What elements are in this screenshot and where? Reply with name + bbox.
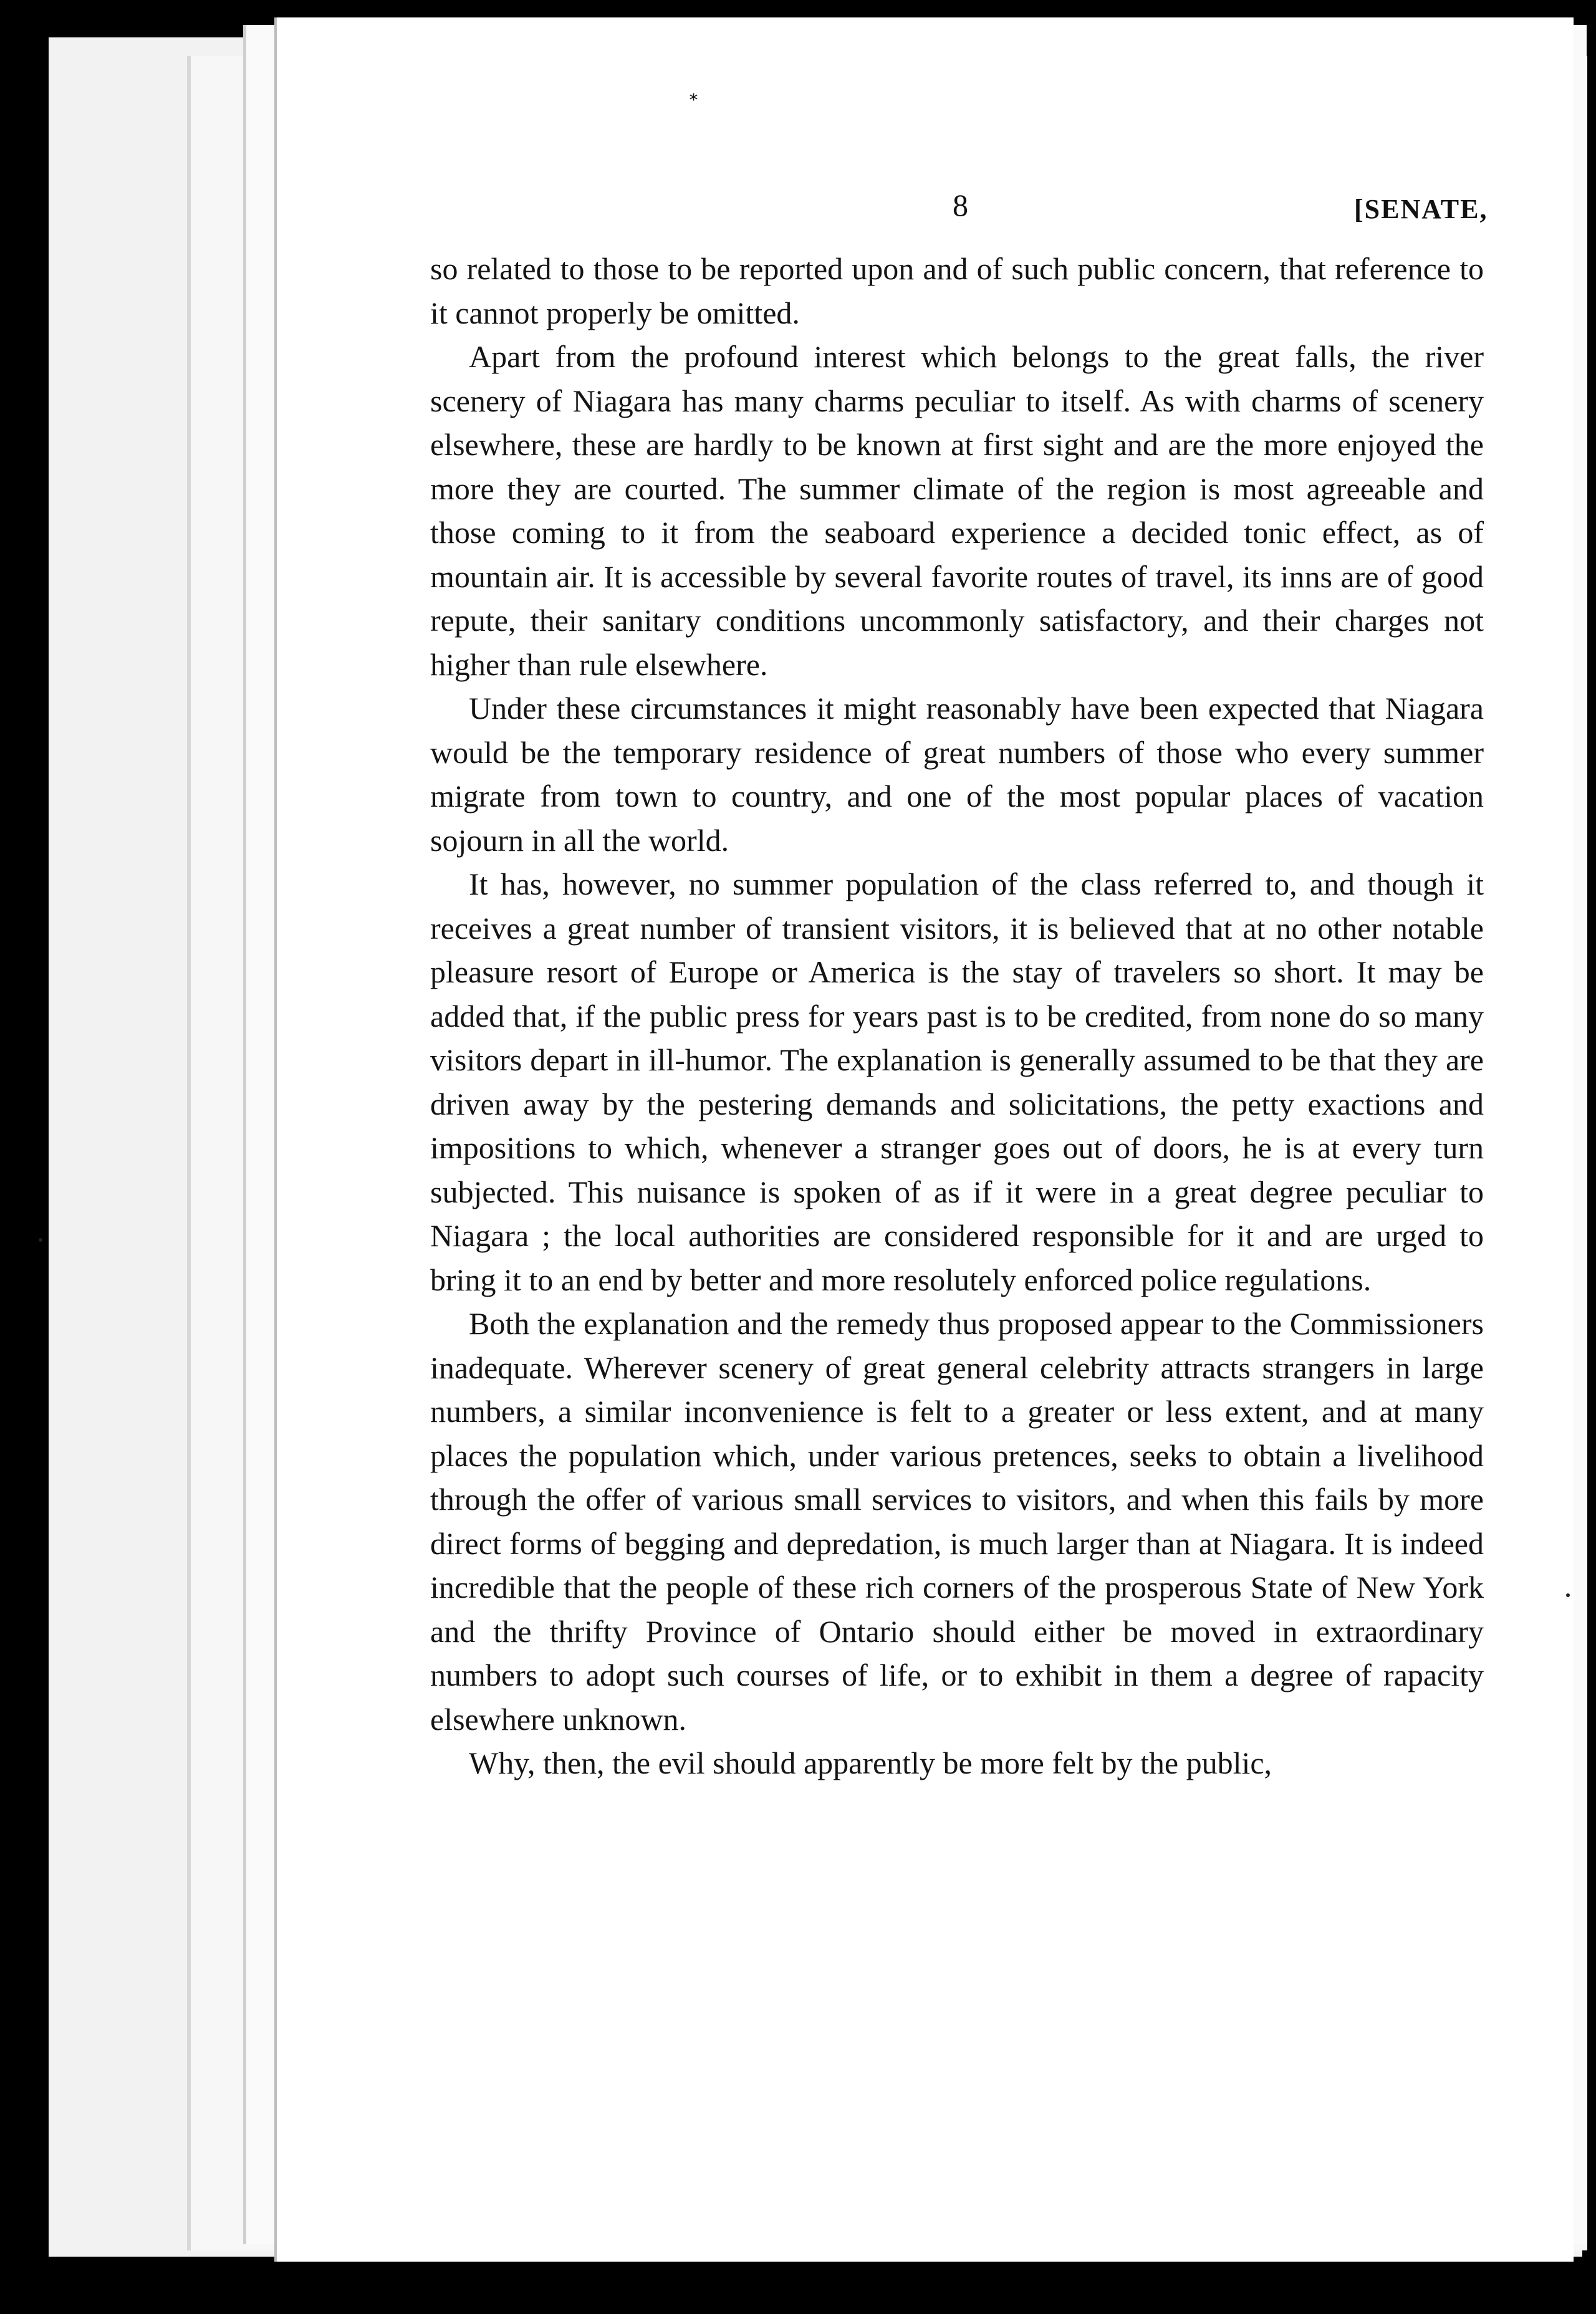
scan-speck	[39, 1238, 42, 1242]
page-number: 8	[953, 188, 968, 223]
paragraph: Apart from the profound interest which belongs to the great falls, the river scenery of Niagara has many charms peculiar to itself. As with charms of scenery elsewhere, these are hardly to be known at first sight and are the more enjoyed the more they are courted. The summer climate of the region is most agreeable and those coming to it from the seaboard experience a decided tonic effect, as of mountain air. It is accessible by several favorite routes of travel, its inns are of good repute, their sanitary conditions uncommonly satisfactory, and their charges not higher than rule elsewhere.	[430, 339, 1484, 682]
scan-speck	[1566, 1593, 1570, 1597]
paragraph: Why, then, the evil should apparently be more felt by the public,	[469, 1745, 1272, 1780]
ornament-mark: *	[690, 91, 698, 110]
paragraph: Both the explanation and the remedy thus proposed appear to the Commissioners inadequate. Wherever scenery of great general celebrity attracts strangers in large numbers, a similar inconvenience is felt to a greater or less extent, and at many places the population which, under various pretences, seeks to obtain a livelihood through the offer of various small services to visitors, and when this fails by more direct forms of begging and depredation, is much larger than at Niagara. It is indeed incredible that the people of these rich corners of the prosperous State of New York and the thrifty Province of Ontario should either be moved in extraordinary numbers to adopt such courses of life, or to exhibit in them a degree of rapacity elsewhere unknown.	[430, 1306, 1484, 1737]
body-text	[430, 247, 1484, 1785]
paragraph: It has, however, no summer population of the class referred to, and though it receives a great number of transient visitors, it is believed that at no other notable pleasure resort of Europe or America is the stay of travelers so short. It may be added that, if the public press for years past is to be credited, from none do so many visitors depart in ill-humor. The explanation is generally assumed to be that they are driven away by the pestering demands and solicitations, the petty exactions and impositions to which, whenever a stranger goes out of doors, he is at every turn subjected. This nuisance is spoken of as if it were in a great degree peculiar to Niagara ; the local authorities are considered responsible for it and are urged to bring it to an end by better and more resolutely enforced police regulations.	[430, 867, 1484, 1297]
paragraph: so related to those to be reported upon and of such public concern, that reference to it cannot properly be omitted.	[430, 251, 1484, 330]
paragraph: Under these circumstances it might reasonably have been expected that Niagara would be the temporary residence of great numbers of those who every summer migrate from town to country, and one of the most popular places of vacation sojourn in all the world.	[430, 691, 1484, 858]
running-head: [SENATE,	[1354, 194, 1488, 224]
